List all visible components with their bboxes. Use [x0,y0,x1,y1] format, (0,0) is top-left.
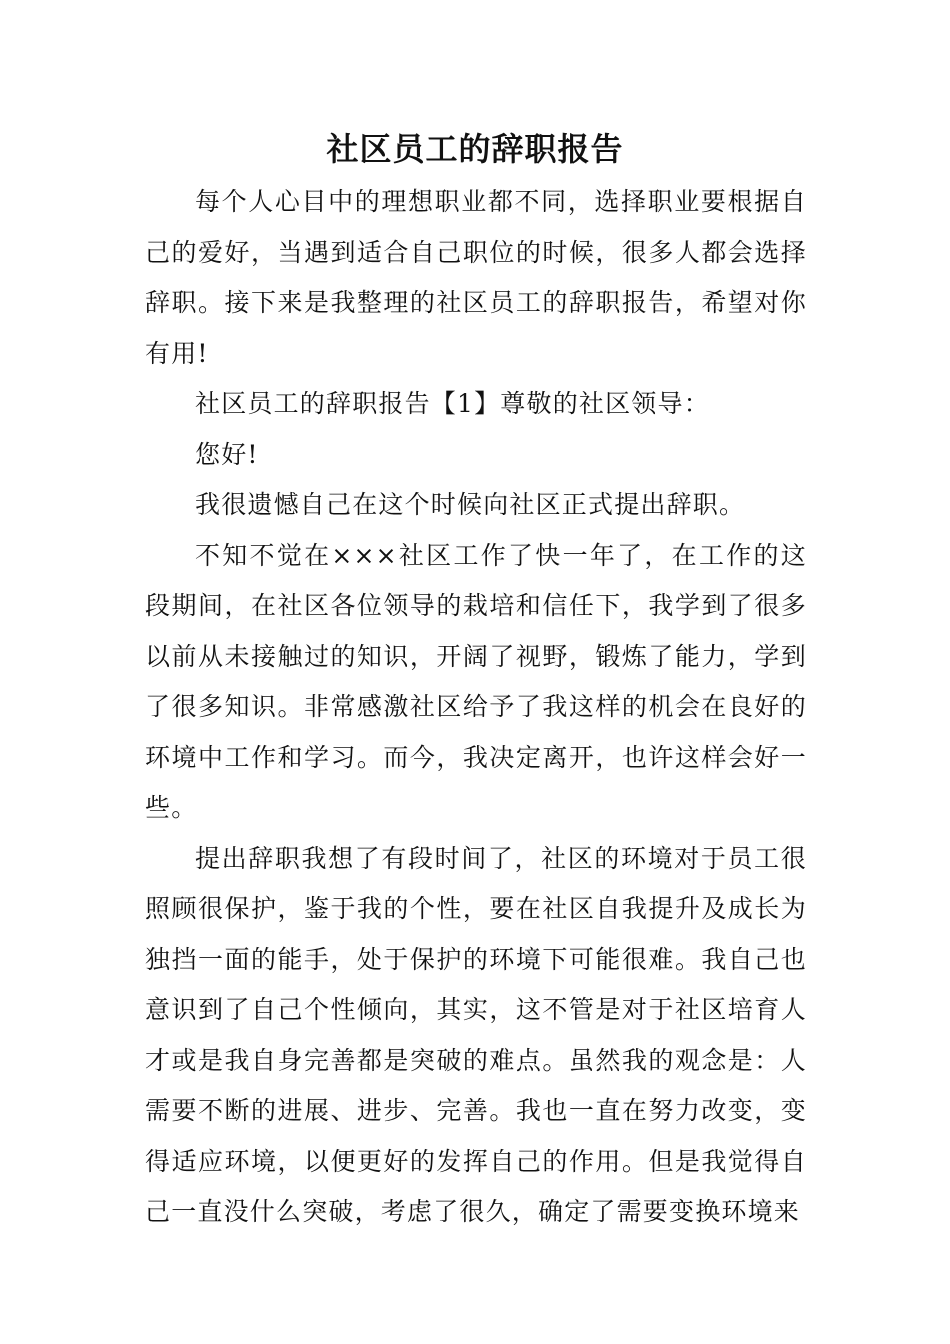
paragraph-greeting: 您好! [195,439,259,469]
paragraph-intro: 每个人心目中的理想职业都不同，选择职业要根据自己的爱好，当遇到适合自己职位的时候，很多人都会选择辞职。接下来是我整理的社区员工的辞职报告，希望对你有用! [145,187,807,368]
paragraph-regret: 我很遗憾自己在这个时候向社区正式提出辞职。 [195,490,746,519]
document-title: 社区员工的辞职报告 [326,130,624,168]
paragraph-reason: 提出辞职我想了有段时间了，社区的环境对于员工很照顾很保护，鉴于我的个性，要在社区自我提升及成长为独挡一面的能手，处于保护的环境下可能很难。我自己也意识到了自己个性倾向，其实，这不管是对于社区培育人才或是我自身完善都是突破的难点。虽然我的观念是：人需要不断的进展、进步、完善。我也一直在努力改变，变得适应环境，以便更好的发挥自己的作用。但是我觉得自己一直没什么突破，考虑了很久，确定了需要变换环境来 [145,843,807,1226]
document-body [145,177,807,1238]
paragraph-salutation: 社区员工的辞职报告【1】尊敬的社区领导： [195,389,710,418]
paragraph-gratitude: 不知不觉在×××社区工作了快一年了，在工作的这段期间，在社区各位领导的栽培和信任下，我学到了很多以前从未接触过的知识，开阔了视野，锻炼了能力，学到了很多知识。非常感激社区给予了我这样的机会在良好的环境中工作和学习。而今，我决定离开，也许这样会好一些。 [145,540,807,822]
